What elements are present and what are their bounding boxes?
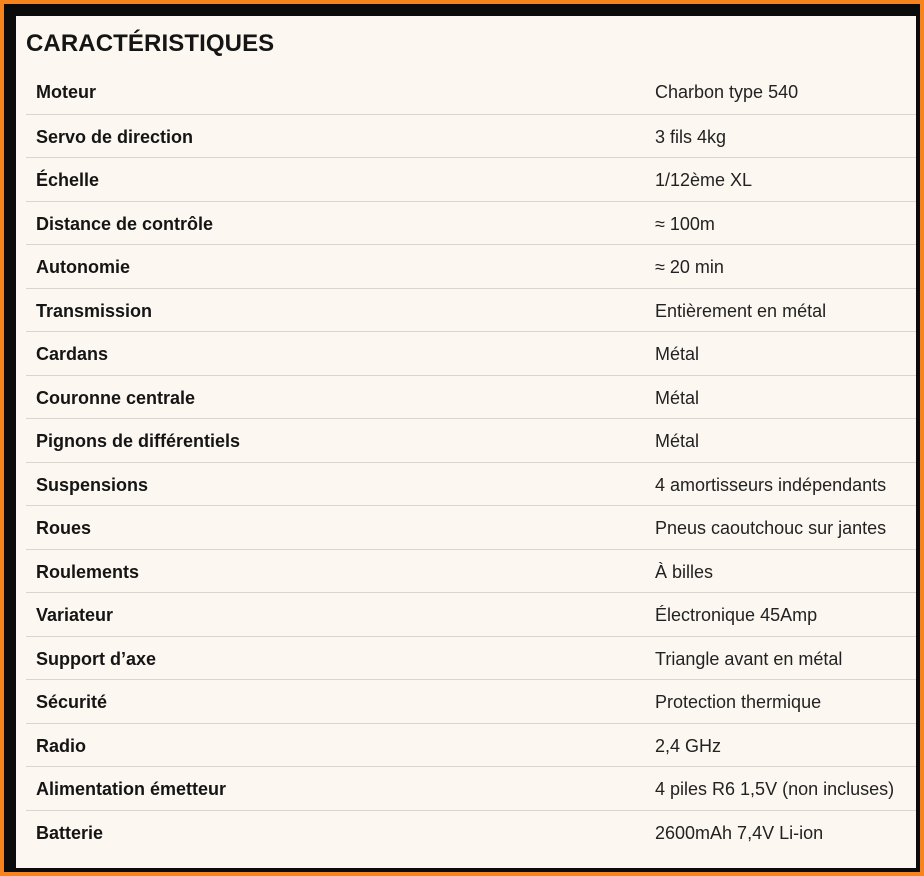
- spec-label: Alimentation émetteur: [36, 779, 227, 799]
- orange-black-frame: [4, 4, 920, 872]
- spec-value: À billes: [655, 561, 714, 582]
- spec-row-suspensions: [26, 462, 916, 506]
- spec-row-pignons-de-differentiels: [26, 418, 916, 462]
- spec-value: Métal: [655, 431, 700, 451]
- spec-value: 2600mAh 7,4V Li-ion: [655, 822, 824, 843]
- spec-row-autonomie: [26, 244, 916, 288]
- spec-row-variateur: [26, 592, 916, 636]
- spec-label: Couronne centrale: [36, 387, 196, 408]
- spec-label: Cardans: [36, 344, 109, 364]
- specifications-panel: [16, 16, 916, 868]
- spec-row-radio: [26, 723, 916, 767]
- spec-label: Échelle: [36, 170, 100, 190]
- spec-row-batterie: [26, 810, 916, 854]
- spec-value: ≈ 20 min: [655, 257, 724, 277]
- spec-label: Batterie: [36, 822, 104, 843]
- spec-label: Variateur: [36, 605, 114, 625]
- spec-row-moteur: [26, 70, 916, 114]
- spec-label: Servo de direction: [36, 126, 194, 147]
- spec-value: Métal: [655, 344, 700, 364]
- specifications-table: [26, 70, 916, 853]
- spec-label: Distance de contrôle: [36, 213, 214, 234]
- spec-label: Pignons de différentiels: [36, 431, 241, 451]
- spec-value: 3 fils 4kg: [655, 126, 727, 147]
- spec-row-support-d-axe: [26, 636, 916, 680]
- spec-row-distance-de-controle: [26, 201, 916, 245]
- spec-label: Support d’axe: [36, 648, 157, 669]
- spec-label: Radio: [36, 735, 87, 756]
- spec-row-transmission: [26, 288, 916, 332]
- spec-label: Suspensions: [36, 474, 149, 495]
- spec-value: Entièrement en métal: [655, 300, 827, 321]
- spec-value: Triangle avant en métal: [655, 648, 843, 669]
- spec-value: Pneus caoutchouc sur jantes: [655, 518, 887, 538]
- spec-row-echelle: [26, 157, 916, 201]
- specifications-title: CARACTÉRISTIQUES: [26, 30, 275, 57]
- spec-row-alimentation-emetteur: [26, 766, 916, 810]
- spec-row-roulements: [26, 549, 916, 593]
- spec-value: 2,4 GHz: [655, 735, 722, 756]
- spec-label: Roulements: [36, 561, 140, 582]
- spec-row-couronne-centrale: [26, 375, 916, 419]
- spec-label: Transmission: [36, 300, 153, 321]
- spec-row-cardans: [26, 331, 916, 375]
- spec-value: Charbon type 540: [655, 82, 799, 102]
- spec-label: Sécurité: [36, 692, 108, 712]
- spec-value: ≈ 100m: [655, 213, 715, 234]
- spec-value: 4 amortisseurs indépendants: [655, 474, 887, 495]
- spec-row-servo-de-direction: [26, 114, 916, 158]
- spec-label: Moteur: [36, 82, 96, 102]
- spec-value: Protection thermique: [655, 692, 822, 712]
- spec-value: 1/12ème XL: [655, 170, 753, 190]
- spec-value: 4 piles R6 1,5V (non incluses): [655, 779, 895, 799]
- spec-label: Roues: [36, 518, 92, 538]
- spec-row-securite: [26, 679, 916, 723]
- spec-row-roues: [26, 505, 916, 549]
- spec-label: Autonomie: [36, 257, 130, 277]
- spec-value: Métal: [655, 387, 700, 408]
- spec-value: Électronique 45Amp: [655, 605, 818, 625]
